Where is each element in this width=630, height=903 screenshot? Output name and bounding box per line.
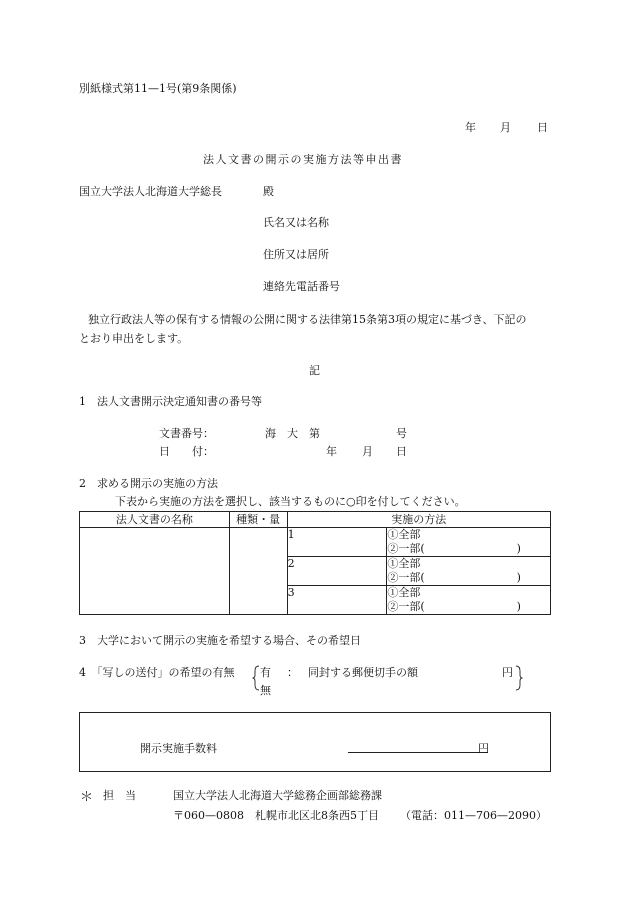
option-part[interactable] <box>387 600 550 614</box>
option-part-label: ②一部( <box>387 571 425 584</box>
section4-heading: 4 「写しの送付」の希望の有無 <box>79 666 235 679</box>
contact-address: 〒060—0808 札幌市北区北8条西5丁目 <box>173 809 379 822</box>
mail-copy-no[interactable]: 無 <box>260 684 271 697</box>
doc-number-label: 文書番号： <box>159 427 214 440</box>
option-all[interactable]: ①全部 <box>387 557 421 570</box>
section1-heading: 1 法人文書開示決定通知書の番号等 <box>79 395 262 408</box>
document-title: 法人文書の開示の実施方法等申出書 <box>203 153 403 166</box>
addressee: 国立大学法人北海道大学総長 <box>79 185 222 198</box>
option-part[interactable] <box>387 542 550 556</box>
header-type-amount: 種類・量 <box>229 512 287 528</box>
applicant-phone-label: 連絡先電話番号 <box>263 280 340 293</box>
contact-label: 担 当 <box>103 789 136 802</box>
stamp-amount-label: 同封する郵便切手の額 <box>308 666 418 679</box>
date-year-label: 年 <box>465 121 476 134</box>
ki-heading: 記 <box>309 364 320 377</box>
applicant-address-label: 住所又は居所 <box>263 248 329 261</box>
fee-amount-line[interactable] <box>348 752 488 753</box>
asterisk-mark: ＊ <box>80 790 94 805</box>
option-part-label: ②一部( <box>387 542 425 555</box>
fee-label: 開示実施手数料 <box>140 742 217 755</box>
method-options[interactable] <box>387 557 551 586</box>
doc-number-suffix: 号 <box>396 427 407 440</box>
option-all[interactable]: ①全部 <box>387 586 421 599</box>
header-method: 実施の方法 <box>287 512 550 528</box>
date-month-label: 月 <box>500 121 511 134</box>
stamp-yen-label: 円 <box>502 666 513 679</box>
table-header-row <box>80 512 551 528</box>
applicant-name-label: 氏名又は名称 <box>263 216 329 229</box>
row-number: 1 <box>287 528 387 557</box>
option-part[interactable] <box>387 571 550 585</box>
option-part-label: ②一部( <box>387 600 425 613</box>
type-amount-cell[interactable] <box>229 528 287 615</box>
form-code: 別紙様式第11—1号(第9条関係) <box>79 82 237 95</box>
date-day-label: 日 <box>537 121 548 134</box>
option-all[interactable]: ①全部 <box>387 528 421 541</box>
intro-text-line1: 独立行政法人等の保有する情報の公開に関する法律第15条第3項の規定に基づき、下記の <box>88 313 527 326</box>
intro-text-line2: とおり申出をします。 <box>79 332 189 345</box>
doc-date-day: 日 <box>396 445 407 458</box>
contact-department: 国立大学法人北海道大学総務企画部総務課 <box>173 789 382 802</box>
section2-instruction: 下表から実施の方法を選択し、該当するものに○印を付してください。 <box>115 495 466 508</box>
table-row <box>80 528 551 557</box>
method-options[interactable] <box>387 528 551 557</box>
doc-name-cell[interactable] <box>80 528 230 615</box>
mail-copy-yes[interactable]: 有 <box>260 666 271 679</box>
doc-date-label: 日 付： <box>159 445 214 458</box>
left-brace-icon <box>252 665 260 691</box>
row-number: 3 <box>287 586 387 615</box>
option-part-close: ) <box>516 571 521 584</box>
doc-date-month: 月 <box>362 445 373 458</box>
section4-colon: ： <box>287 666 298 679</box>
doc-date-year: 年 <box>326 445 337 458</box>
section2-heading: 2 求める開示の実施の方法 <box>79 477 218 490</box>
right-brace-icon <box>515 665 523 691</box>
option-part-close: ) <box>516 542 521 555</box>
header-doc-name: 法人文書の名称 <box>80 512 230 528</box>
disclosure-method-table <box>79 511 551 615</box>
fee-yen-label: 円 <box>478 742 489 755</box>
method-options[interactable] <box>387 586 551 615</box>
row-number: 2 <box>287 557 387 586</box>
option-part-close: ) <box>516 600 521 613</box>
honorific: 殿 <box>263 185 274 198</box>
contact-phone: （電話：011—706—2090） <box>400 809 547 822</box>
doc-number-prefix: 海 大 第 <box>265 427 320 440</box>
section3-heading: 3 大学において開示の実施を希望する場合、その希望日 <box>79 634 361 647</box>
